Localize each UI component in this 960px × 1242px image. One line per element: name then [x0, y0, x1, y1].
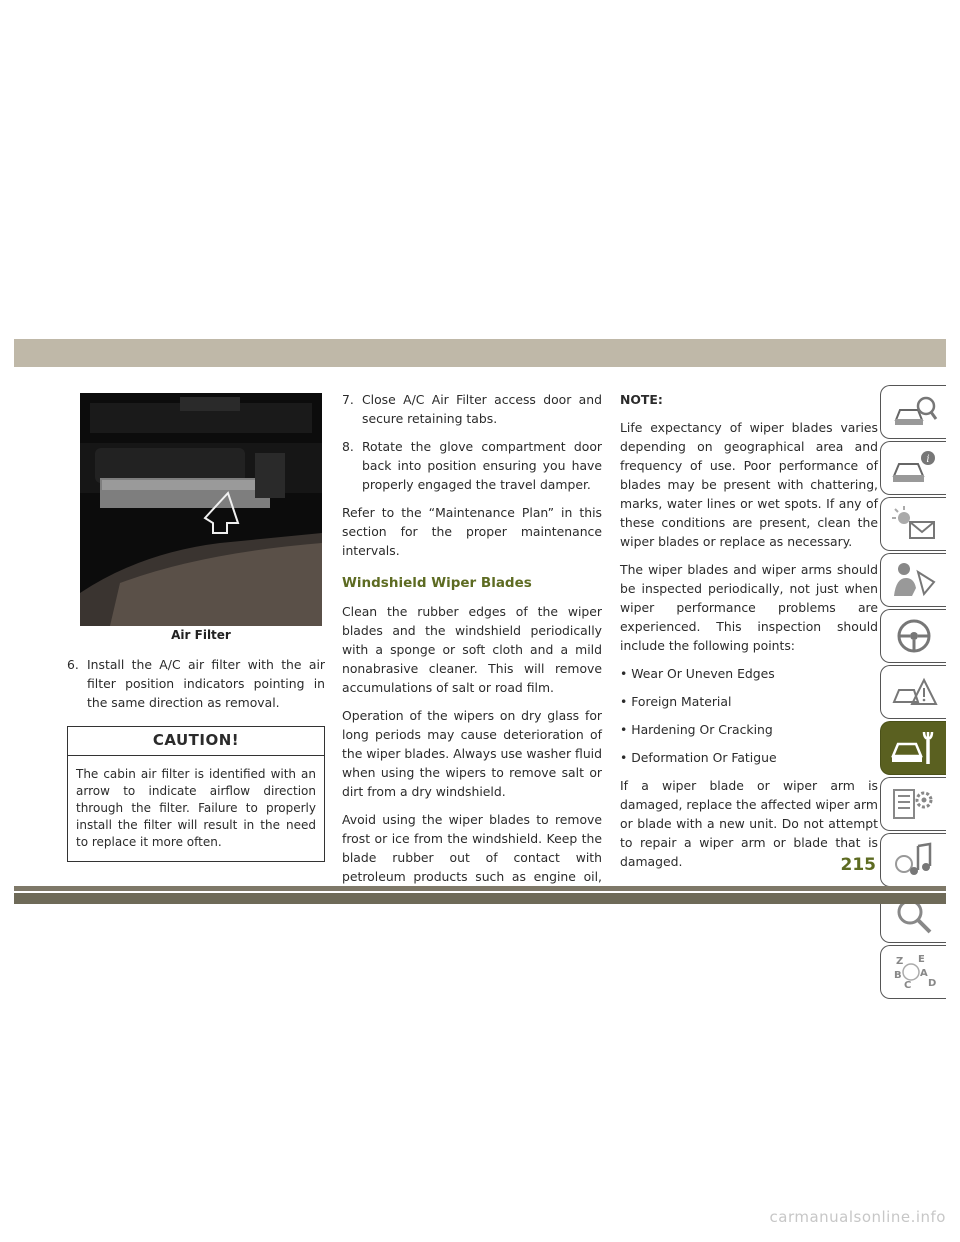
- svg-text:D: D: [927, 978, 936, 989]
- note-label: NOTE:: [620, 392, 663, 407]
- tab-safety[interactable]: [880, 553, 946, 607]
- tab-servicing-maintenance[interactable]: [880, 721, 946, 775]
- multimedia-music-icon: [890, 840, 938, 880]
- step-8: [342, 437, 602, 494]
- caution-text: The cabin air filter is identified with an arrow to indicate airflow direction through the filter. Failure to properly install the filter will result in the need to replace it more often.: [76, 767, 316, 849]
- bullet-item: • Wear Or Uneven Edges: [620, 666, 775, 681]
- section-title: Windshield Wiper Blades: [342, 575, 532, 591]
- step-text: Rotate the glove compartment door back into position ensuring you have properly engaged the travel damper.: [362, 439, 602, 492]
- steering-wheel-icon: [890, 616, 938, 656]
- caution-title: CAUTION!: [68, 727, 324, 756]
- abc-language-icon: [890, 952, 938, 992]
- svg-text:A: A: [919, 968, 928, 979]
- chapter-tabs: [880, 385, 946, 1001]
- tab-technical-specifications[interactable]: [880, 777, 946, 831]
- caution-box: [67, 726, 325, 862]
- note-text: Life expectancy of wiper blades varies depending on geographical area and frequency of use. Poor performance of blades may be present with chattering, marks, water lines or wet spots. If any of these conditions are present, clean the wiper blades or replace as necessary.: [620, 420, 878, 549]
- step-number: 8.: [342, 439, 354, 454]
- figure-caption: Air Filter: [171, 628, 231, 642]
- tab-getting-to-know-vehicle[interactable]: [880, 441, 946, 495]
- car-wrench-service-icon: [890, 728, 938, 768]
- safety-person-airbag-icon: [890, 560, 938, 600]
- svg-text:B: B: [893, 970, 902, 981]
- step-number: 7.: [342, 392, 354, 407]
- step-text: Install the A/C air filter with the air filter position indicators pointing in the same direction as removal.: [87, 657, 325, 710]
- svg-text:C: C: [903, 980, 911, 991]
- column-3: [620, 390, 878, 880]
- column-1: [67, 655, 325, 862]
- bullet-item: • Deformation Or Fatigue: [620, 750, 777, 765]
- svg-text:E: E: [917, 954, 925, 965]
- paragraph-inspect: The wiper blades and wiper arms should be inspected periodically, not just when wiper performance problems are experienced. This inspection should include the following points:: [620, 562, 878, 653]
- watermark: carmanualsonline.info: [769, 1208, 946, 1226]
- paragraph-damaged: If a wiper blade or wiper arm is damaged, replace the affected wiper arm or blade with a new unit. Do not attempt to repair a wiper arm or blade that is damaged.: [620, 778, 878, 869]
- bullet-item: • Hardening Or Cracking: [620, 722, 773, 737]
- footer-band: [14, 886, 946, 904]
- car-search-icon: [890, 392, 938, 432]
- page-number: 215: [840, 855, 876, 875]
- specifications-gear-icon: [890, 784, 938, 824]
- tab-emergency[interactable]: [880, 665, 946, 719]
- paragraph-avoid: Avoid using the wiper blades to remove frost or ice from the windshield. Keep the blade rubber out of contact with petroleum products such as engine oil,: [342, 812, 602, 884]
- tab-starting-operating[interactable]: [880, 609, 946, 663]
- tab-instrument-panel[interactable]: [880, 497, 946, 551]
- air-filter-photo: [80, 393, 322, 626]
- header-band: [14, 339, 946, 367]
- step-number: 6.: [67, 657, 79, 672]
- tab-multimedia[interactable]: [880, 833, 946, 887]
- warning-light-message-icon: [890, 504, 938, 544]
- tab-getting-to-know[interactable]: [880, 385, 946, 439]
- step-7: [342, 390, 602, 428]
- paragraph-operation: Operation of the wipers on dry glass for long periods may cause deterioration of the wiper blades. Always use washer fluid when using the wipers to remove salt or dirt from a dry windshield.: [342, 708, 602, 799]
- car-info-icon: [890, 448, 938, 488]
- column-2: [342, 390, 602, 914]
- paragraph-refer: Refer to the “Maintenance Plan” in this section for the proper maintenance intervals.: [342, 505, 602, 558]
- step-text: Close A/C Air Filter access door and secure retaining tabs.: [362, 392, 602, 426]
- svg-text:Z: Z: [895, 956, 903, 967]
- step-6: [67, 655, 325, 712]
- tab-index[interactable]: [880, 945, 946, 999]
- paragraph-clean: Clean the rubber edges of the wiper blades and the windshield periodically with a sponge or soft cloth and a mild nonabrasive cleaner. This will remove accumulations of salt or road film.: [342, 604, 602, 695]
- roadside-warning-icon: [890, 672, 938, 712]
- bullet-item: • Foreign Material: [620, 694, 732, 709]
- svg-text:i: i: [925, 454, 930, 465]
